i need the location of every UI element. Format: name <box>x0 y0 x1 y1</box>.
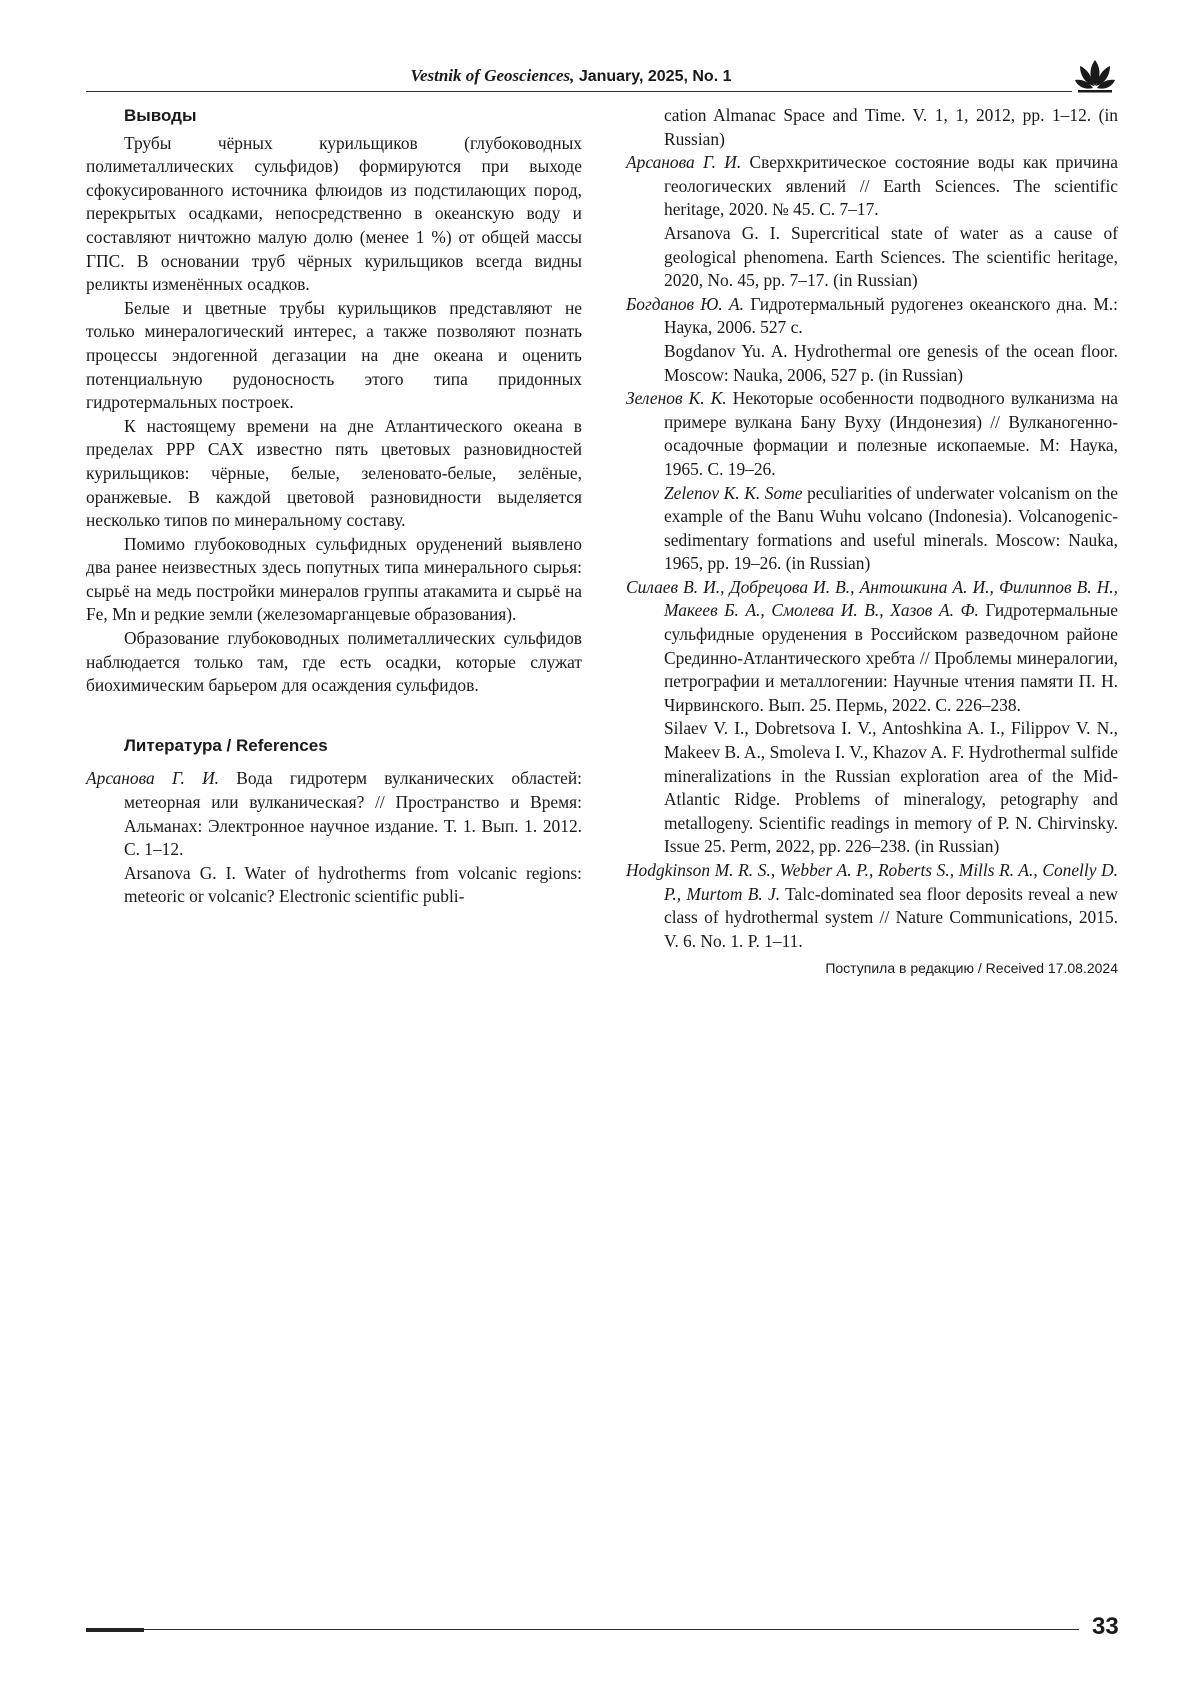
footer-rule <box>144 1629 1079 1630</box>
reference-translation-continued: cation Almanac Space and Time. V. 1, 1, 2012, pp. 1–12. (in Russian) <box>664 105 1118 149</box>
reference-entry <box>626 387 1118 481</box>
journal-logo-icon <box>1074 56 1116 94</box>
conclusion-paragraph: Белые и цветные трубы курильщиков представляют не только минералогический интерес, а также позволяют познать процессы эндогенной дегазации на дне океана и оценить потенциальную рудоносность этого типа придонных гидротермальных построек. <box>86 297 582 413</box>
conclusions-heading: Выводы <box>124 106 197 125</box>
reference-translation: Arsanova G. I. Water of hydrotherms from volcanic regions: meteoric or volcanic? Electronic scientific publi- <box>124 862 582 907</box>
running-header <box>86 60 1116 96</box>
journal-title: Vestnik of Geosciences, <box>410 66 575 85</box>
page-number: 33 <box>1092 1613 1119 1640</box>
reference-entry <box>626 576 1118 718</box>
reference-author: Арсанова Г. И. <box>86 768 220 789</box>
reference-author: Hodgkinson M. R. S., Webber A. P., Roberts S., Mills R. A., Conelly D. P., Murtom B. J. <box>626 860 1118 904</box>
received-date: Поступила в редакцию / Received 17.08.2024 <box>825 960 1118 977</box>
references-heading: Литература / References <box>124 735 328 755</box>
reference-author-en: Zelenov K. K. Some <box>664 482 803 503</box>
reference-author: Арсанова Г. И. <box>626 152 742 173</box>
header-text <box>86 66 1056 86</box>
reference-entry <box>626 859 1118 953</box>
reference-text: Сверхкритическое состояние воды как причина геологических явлений // Earth Sciences. The scientific heritage, 2020. № 45. С. 7–17. <box>664 152 1118 220</box>
reference-translation: Silaev V. I., Dobretsova I. V., Antoshkina A. I., Filippov V. N., Makeev B. A., Smoleva I. V., Khazov A. F. Hydrothermal sulfide mineralizations in the Russian exploration area of the Mid-Atlantic Ridge. Problems of mineralogy, petography and metallogeny. Scientific readings in memory of P. N. Chirvinsky. Issue 25. Perm, 2022, pp. 226–238. (in Russian) <box>664 718 1118 857</box>
reference-text: Talc-dominated sea floor deposits reveal a new class of hydrothermal system // Nature Communications, 2015. V. 6. No. 1. P. 1–11. <box>664 883 1118 951</box>
left-column <box>86 104 582 909</box>
reference-author: Силаев В. И., Добрецова И. В., Антошкина А. И., Филиппов В. Н., Макеев Б. А., Смолева И. В., Хазов А. Ф. <box>626 576 1118 621</box>
reference-entry <box>626 151 1118 222</box>
right-column <box>626 104 1118 981</box>
reference-translation: Bogdanov Yu. A. Hydrothermal ore genesis of the ocean floor. Moscow: Nauka, 2006, 527 p. (in Russian) <box>664 340 1118 385</box>
reference-author: Богданов Ю. А. <box>626 293 745 314</box>
conclusion-paragraph: Трубы чёрных курильщиков (глубоководных полиметаллических сульфидов) формируются при выходе сфокусированного источника флюидов из подстилающих пород, перекрытых осадками, непосредственно в океанскую воду и составляют ничтожно малую долю (менее 1 %) от общей массы ГПС. В основании труб чёрных курильщиков всегда видны реликты изменённых осадков. <box>86 132 582 295</box>
reference-text: Гидротермальные сульфидные оруденения в Российском разведочном районе Срединно-Атлантического хребта // Проблемы минералогии, петрографии и металлогении: Научные чтения памяти П. Н. Чирвинского. Вып. 25. Пермь, 2022. С. 226–238. <box>664 600 1118 715</box>
reference-entry <box>86 767 582 861</box>
issue-info: January, 2025, No. 1 <box>578 68 732 85</box>
conclusion-paragraph: Помимо глубоководных сульфидных оруденений выявлено два ранее неизвестных здесь попутных типа минерального сырья: сырьё на медь постройки минералов группы атакамита и сырьё на Fe, Mn и редкие земли (железомарганцевые образования). <box>86 533 582 625</box>
reference-entry <box>626 293 1118 340</box>
conclusion-paragraph: К настоящему времени на дне Атлантического океана в пределах РРР САХ известно пять цветовых разновидностей курильщиков: чёрные, белые, зеленовато-белые, зелёные, оранжевые. В каждой цветовой разновидности выделяется несколько типов по минеральному составу. <box>86 415 582 531</box>
footer-rule-accent <box>86 1628 144 1632</box>
reference-text: Гидротермальный рудогенез океанского дна. М.: Наука, 2006. 527 с. <box>664 293 1118 338</box>
reference-text: Некоторые особенности подводного вулканизма на примере вулкана Бану Вуху (Индонезия) // Вулканогенно-осадочные формации и полезные ископаемые. М: Наука, 1965. С. 19–26. <box>664 388 1118 479</box>
reference-text-en: peculiarities of underwater volcanism on the example of the Banu Wuhu volcano (Indonesia). Volcanogenic-sedimentary formations and useful minerals. Moscow: Nauka, 1965, pp. 19–26. (in Russian) <box>664 482 1119 574</box>
reference-text: Вода гидротерм вулканических областей: метеорная или вулканическая? // Пространство и Время: Альманах: Электронное научное издание. Т. 1. Вып. 1. 2012. С. 1–12. <box>124 768 583 860</box>
reference-translation: Arsanova G. I. Supercritical state of water as a cause of geological phenomena. Earth Sciences. The scientific heritage, 2020, No. 45, pp. 7–17. (in Russian) <box>664 222 1118 291</box>
header-rule <box>86 91 1072 92</box>
reference-translation <box>626 482 1118 576</box>
reference-author: Зеленов К. К. <box>626 388 727 409</box>
conclusion-paragraph: Образование глубоководных полиметаллических сульфидов наблюдается только там, где есть осадки, которые служат биохимическим барьером для осаждения сульфидов. <box>86 628 582 696</box>
